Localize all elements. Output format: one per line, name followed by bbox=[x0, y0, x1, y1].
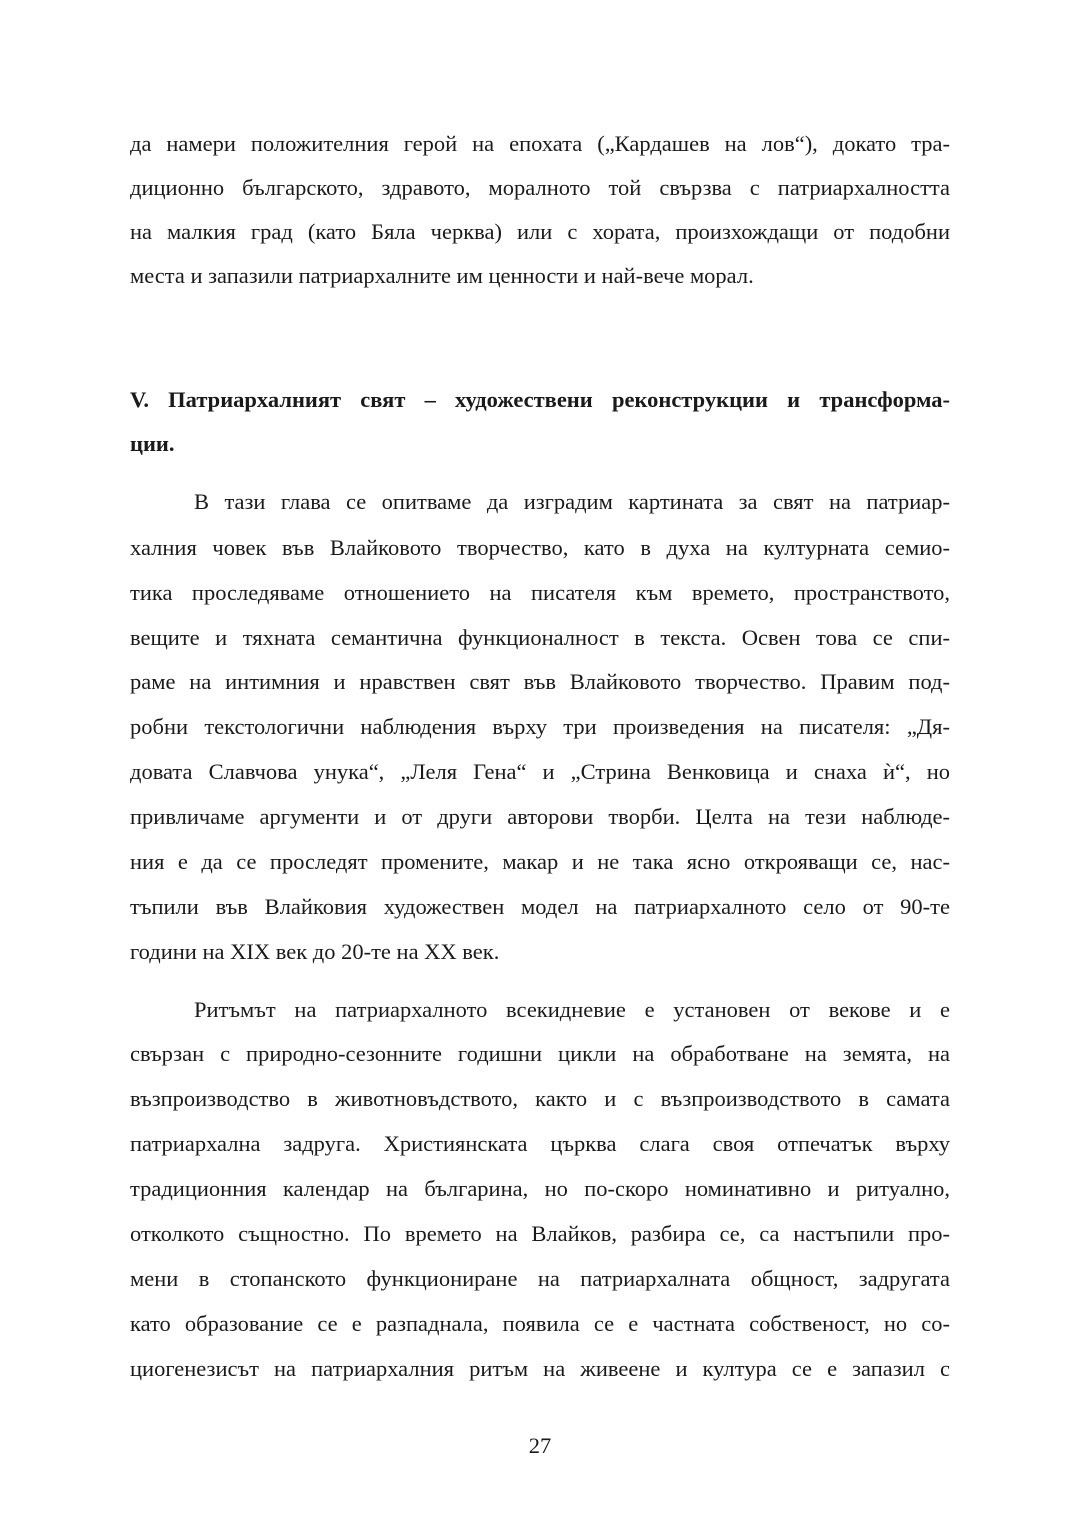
paragraph-2-line-3: тика проследяваме отношението на писателя към времето, пространството, bbox=[130, 580, 950, 605]
paragraph-3-line-8: като образование се е разпаднала, появила се е частната собственост, но со- bbox=[130, 1311, 950, 1336]
paragraph-1-line-4: места и запазили патриархалните им ценности и най-вече морал. bbox=[130, 263, 754, 288]
paragraph-3-line-5: традиционния календар на българина, но по-скоро номинативно и ритуално, bbox=[130, 1176, 950, 1201]
paragraph-3-line-9: циогенезисът на патриархалния ритъм на живеене и култура се е запазил с bbox=[130, 1356, 950, 1381]
paragraph-2-line-1: В тази глава се опитваме да изградим картината за свят на патриар- bbox=[194, 489, 950, 514]
paragraph-1-line-1: да намери положителния герой на епохата („Кардашев на лов“), докато тра- bbox=[130, 131, 950, 156]
paragraph-2-line-7: довата Славчова унука“, „Леля Гена“ и „Стрина Венковица и снаха ѝ“, но bbox=[130, 759, 950, 784]
paragraph-2-line-6: робни текстологични наблюдения върху три произведения на писателя: „Дя- bbox=[130, 714, 950, 739]
section-heading-line-1: V. Патриархалният свят – художествени реконструкции и трансформа- bbox=[130, 387, 950, 412]
paragraph-1-line-2: диционно българското, здравото, моралното той свързва с патриархалността bbox=[130, 175, 950, 200]
paragraph-2-line-10: тъпили във Влайковия художествен модел на патриархалното село от 90-те bbox=[130, 894, 950, 919]
paragraph-2-line-2: халния човек във Влайковото творчество, като в духа на културната семио- bbox=[130, 535, 950, 560]
paragraph-2-line-9: ния е да се проследят промените, макар и не така ясно открояващи се, нас- bbox=[130, 849, 950, 874]
page-number: 27 bbox=[528, 1433, 552, 1458]
paragraph-3-line-6: отколкото същностно. По времето на Влайков, разбира се, са настъпили про- bbox=[130, 1221, 950, 1246]
paragraph-3-line-4: патриархална задруга. Християнската църква слага своя отпечатък върху bbox=[130, 1131, 950, 1156]
paragraph-3-line-7: мени в стопанското функциониране на патриархалната общност, задругата bbox=[130, 1266, 950, 1291]
paragraph-2-line-5: раме на интимния и нравствен свят във Влайковото творчество. Правим под- bbox=[130, 669, 950, 694]
paragraph-2-line-8: привличаме аргументи и от други авторови творби. Целта на тези наблюде- bbox=[130, 804, 950, 829]
paragraph-3-line-1: Ритъмът на патриархалното всекидневие е установен от векове и е bbox=[194, 997, 950, 1022]
paragraph-1-line-3: на малкия град (като Бяла черква) или с хората, произхождащи от подобни bbox=[130, 219, 950, 244]
paragraph-3-line-2: свързан с природно-сезонните годишни цикли на обработване на земята, на bbox=[130, 1041, 950, 1066]
paragraph-3-line-3: възпроизводство в животновъдството, както и с възпроизводството в самата bbox=[130, 1086, 950, 1111]
paragraph-2-line-4: вещите и тяхната семантична функционалност в текста. Освен това се спи- bbox=[130, 625, 950, 650]
section-heading-line-2: ции. bbox=[130, 431, 175, 456]
paragraph-2-line-11: години на XIX век до 20-те на XX век. bbox=[130, 939, 500, 964]
